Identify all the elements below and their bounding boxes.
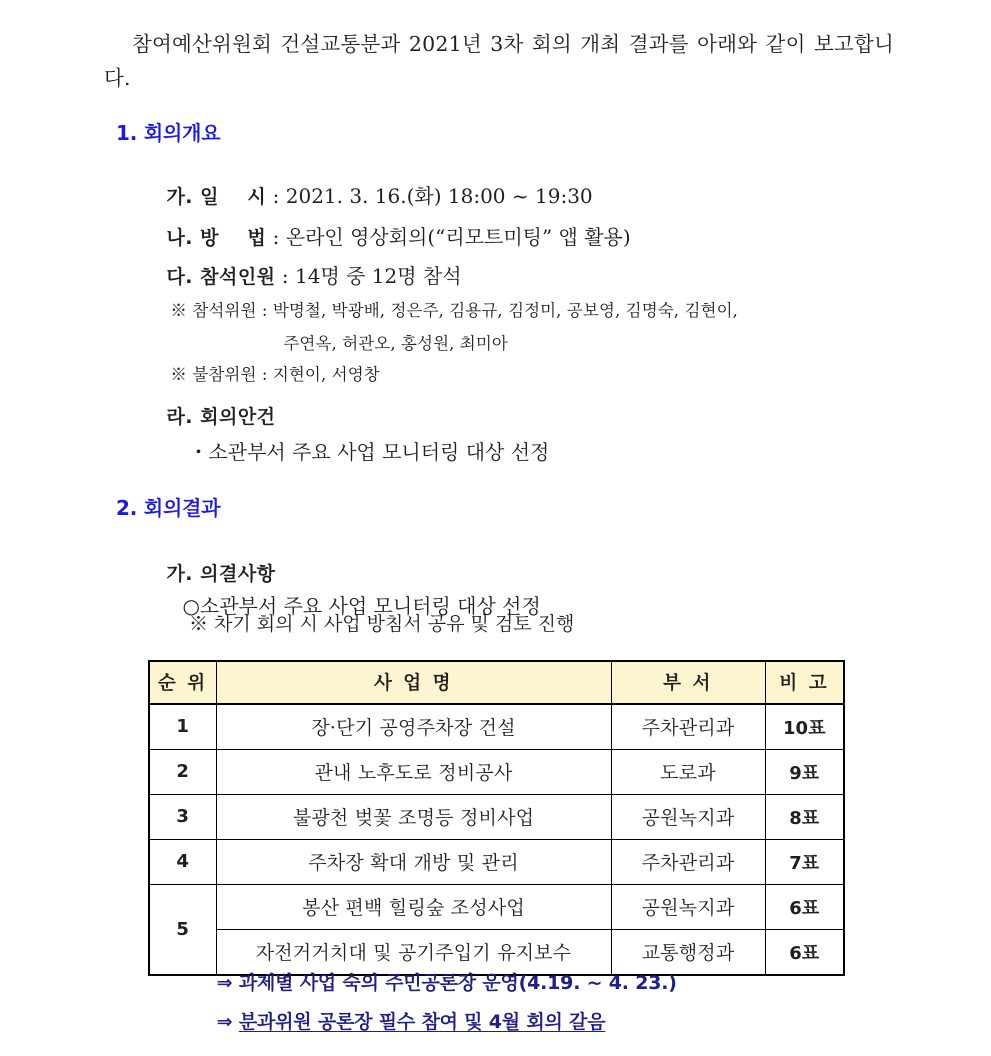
meeting-method-separator: : xyxy=(266,225,286,249)
cell-votes: 6표 xyxy=(765,930,844,976)
conclusion-text-2: 분과위원 공론장 필수 참여 및 4월 회의 갈음 xyxy=(238,1011,606,1033)
cell-project-name: 주차장 확대 개방 및 관리 xyxy=(216,840,611,885)
column-header-remarks: 비 고 xyxy=(765,661,844,704)
absent-members-label: ※ 불참위원 : xyxy=(170,365,273,384)
attendance-count-separator: : xyxy=(275,264,295,288)
attendance-count-label: 다. 참석인원 xyxy=(166,266,276,288)
column-header-rank: 순 위 xyxy=(149,661,216,704)
meeting-datetime-label: 가. 일 시 xyxy=(166,186,267,208)
attendance-count-value: 14명 중 12명 참석 xyxy=(295,264,462,288)
cell-rank-merged: 5 xyxy=(149,885,216,976)
cell-department: 도로과 xyxy=(611,750,765,795)
agenda-label: 라. 회의안건 xyxy=(166,406,276,428)
monitoring-results-table xyxy=(148,660,845,976)
meeting-method-value: 온라인 영상회의(“리모트미팅” 앱 활용) xyxy=(285,225,631,249)
cell-department: 주차관리과 xyxy=(611,840,765,885)
agenda-item-line xyxy=(163,416,549,488)
cell-project-name: 봉산 편백 힐링숲 조성사업 xyxy=(216,885,611,930)
conclusion-text-1: 과제별 사업 숙의 주민공론장 운영(4.19. ~ 4. 23.) xyxy=(238,972,677,994)
present-members-line-2: 주연옥, 허관오, 홍성원, 최미아 xyxy=(283,334,508,353)
cell-project-name: 관내 노후도로 정비공사 xyxy=(216,750,611,795)
meeting-datetime-value: 2021. 3. 16.(화) 18:00 ~ 19:30 xyxy=(285,184,593,208)
column-header-project-name: 사 업 명 xyxy=(216,661,611,704)
table-row xyxy=(149,840,844,885)
arrow-icon: ⇒ xyxy=(216,972,239,994)
agenda-bullet-icon: ・ xyxy=(188,440,209,464)
cell-votes: 10표 xyxy=(765,704,844,750)
cell-project-name: 불광천 벚꽃 조명등 정비사업 xyxy=(216,795,611,840)
cell-department: 공원녹지과 xyxy=(611,885,765,930)
resolution-label: 가. 의결사항 xyxy=(166,563,276,585)
table-row xyxy=(149,885,844,930)
cell-votes: 8표 xyxy=(765,795,844,840)
table-row xyxy=(149,750,844,795)
resolution-item-text: 소관부서 주요 사업 모니터링 대상 선정 xyxy=(199,594,541,618)
table-header-row xyxy=(149,661,844,704)
cell-department: 주차관리과 xyxy=(611,704,765,750)
absent-members-value: 지현이, 서영창 xyxy=(272,365,380,384)
table-row xyxy=(149,795,844,840)
section-2-heading: 2. 회의결과 xyxy=(116,496,221,520)
present-members-label: ※ 참석위원 : xyxy=(170,301,273,320)
resolution-note: ※ 차기 회의 시 사업 방침서 공유 및 검토 진행 xyxy=(189,613,575,635)
column-header-department: 부 서 xyxy=(611,661,765,704)
section-1-heading: 1. 회의개요 xyxy=(116,121,221,145)
arrow-icon: ⇒ xyxy=(216,1011,239,1033)
present-members-line-1: 박명철, 박광배, 정은주, 김용규, 김정미, 공보영, 김명숙, 김현이, xyxy=(272,301,738,320)
cell-rank: 4 xyxy=(149,840,216,885)
resolution-bullet-icon: ○ xyxy=(182,594,200,618)
meeting-method-label: 나. 방 법 xyxy=(166,227,267,249)
intro-paragraph: 참여예산위원회 건설교통분과 2021년 3차 회의 개최 결과를 아래와 같이 보고합니다. xyxy=(104,31,894,90)
cell-votes: 6표 xyxy=(765,885,844,930)
cell-project-name: 자전거거치대 및 공기주입기 유지보수 xyxy=(216,930,611,976)
agenda-item-text: 소관부서 주요 사업 모니터링 대상 선정 xyxy=(208,440,550,464)
cell-project-name: 장·단기 공영주차장 건설 xyxy=(216,704,611,750)
cell-rank: 2 xyxy=(149,750,216,795)
cell-department: 공원녹지과 xyxy=(611,795,765,840)
table-row xyxy=(149,704,844,750)
meeting-datetime-separator: : xyxy=(266,184,286,208)
cell-rank: 3 xyxy=(149,795,216,840)
cell-votes: 9표 xyxy=(765,750,844,795)
conclusion-line-2 xyxy=(191,985,605,1056)
cell-votes: 7표 xyxy=(765,840,844,885)
cell-department: 교통행정과 xyxy=(611,930,765,976)
cell-rank: 1 xyxy=(149,704,216,750)
